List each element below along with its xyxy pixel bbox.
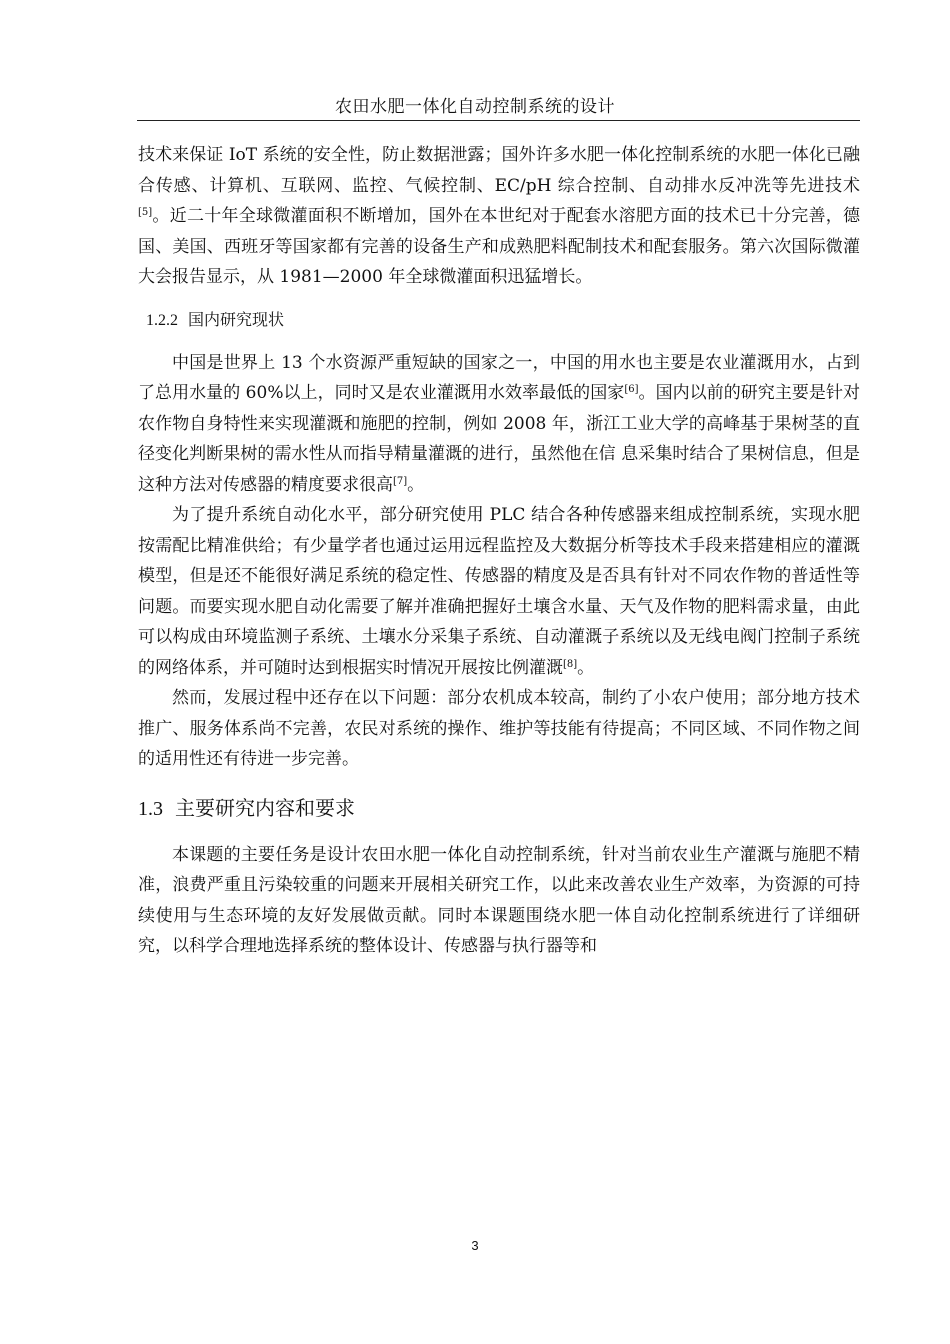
subsection-number: 1.2.2 bbox=[146, 311, 178, 329]
body-paragraph bbox=[138, 500, 860, 683]
subsection-title: 国内研究现状 bbox=[188, 309, 285, 329]
paragraph-text: 然而，发展过程中还存在以下问题：部分农机成本较高，制约了小农户使用；部分地方技术推广、服务体系尚不完善，农民对系统的操作、维护等技能有待提高；不同区域、不同作物之间的适用性还有待进一步完善。 bbox=[138, 688, 860, 769]
paragraph-text: 技术来保证 IoT 系统的安全性，防止数据泄露；国外许多水肥一体化控制系统的水肥一体化已融合传感、计算机、互联网、监控、气候控制、EC/pH 综合控制、自动排水反冲洗等先进技术 bbox=[138, 145, 860, 196]
paragraph-text: 中国是世界上 13 个水资源严重短缺的国家之一，中国的用水也主要是农业灌溉用水，占到了总用水量的 60%以上，同时又是农业灌溉用水效率最低的国家 bbox=[138, 352, 860, 403]
subsection-heading bbox=[146, 305, 860, 336]
paragraph-text: 为了提升系统自动化水平，部分研究使用 PLC 结合各种传感器来组成控制系统，实现水肥按需配比精准供给；有少量学者也通过运用远程监控及大数据分析等技术手段来搭建相应的灌溉模型，但是还不能很好满足系统的稳定性、传感器的精度及是否具有针对不同农作物的普适性等问题。而要实现水肥自动化需要了解并准确把握好土壤含水量、天气及作物的肥料需求量，由此可以构成由环境监测子系统、土壤水分采集子系统、自动灌溉子系统以及无线电阀门控制子系统的网络体系，并可随时达到根据实时情况开展按比例灌溉 bbox=[138, 505, 860, 678]
citation: [6] bbox=[624, 384, 639, 395]
body-paragraph bbox=[138, 840, 860, 962]
paragraph-text: 本课题的主要任务是设计农田水肥一体化自动控制系统，针对当前农业生产灌溉与施肥不精准，浪费严重且污染较重的问题来开展相关研究工作，以此来改善农业生产效率，为资源的可持续使用与生态环境的友好发展做贡献。同时本课题围绕水肥一体自动化控制系统进行了详细研究，以科学合理地选择系统的整体设计、传感器与执行器等和 bbox=[138, 844, 860, 956]
section-heading bbox=[138, 793, 860, 824]
body-paragraph bbox=[138, 683, 860, 775]
header-divider bbox=[137, 120, 860, 121]
paragraph-text: 。近二十年全球微灌面积不断增加，国外在本世纪对于配套水溶肥方面的技术已十分完善，德国、美国、西班牙等国家都有完善的设备生产和成熟肥料配制技术和配套服务。第六次国际微灌大会报告显示，从 1981—2000 年全球微灌面积迅猛增长。 bbox=[138, 206, 860, 287]
paragraph-text: 。 bbox=[407, 474, 425, 495]
section-number: 1.3 bbox=[138, 797, 163, 820]
citation: [5] bbox=[138, 207, 153, 218]
citation: [7] bbox=[393, 475, 408, 487]
paragraph-text: 。 bbox=[577, 657, 595, 678]
citation: [8] bbox=[563, 658, 578, 670]
paragraph-text: 。国内以前的研究主要是针对农作物自身特性来实现灌溉和施肥的控制，例如 2008 年，浙江工业大学的高峰基于果树茎的直径变化判断果树的需水性从而指导精量灌溉的进行，虽然他在信 息采集时结合了果树信息，但是这种方法对传感器的精度要求很高 bbox=[138, 383, 860, 495]
page-number: 3 bbox=[471, 1238, 479, 1253]
running-header-title: 农田水肥一体化自动控制系统的设计 bbox=[335, 97, 615, 117]
section-title: 主要研究内容和要求 bbox=[175, 795, 355, 820]
page-body bbox=[138, 140, 860, 962]
body-paragraph bbox=[138, 140, 860, 293]
body-paragraph bbox=[138, 348, 860, 501]
